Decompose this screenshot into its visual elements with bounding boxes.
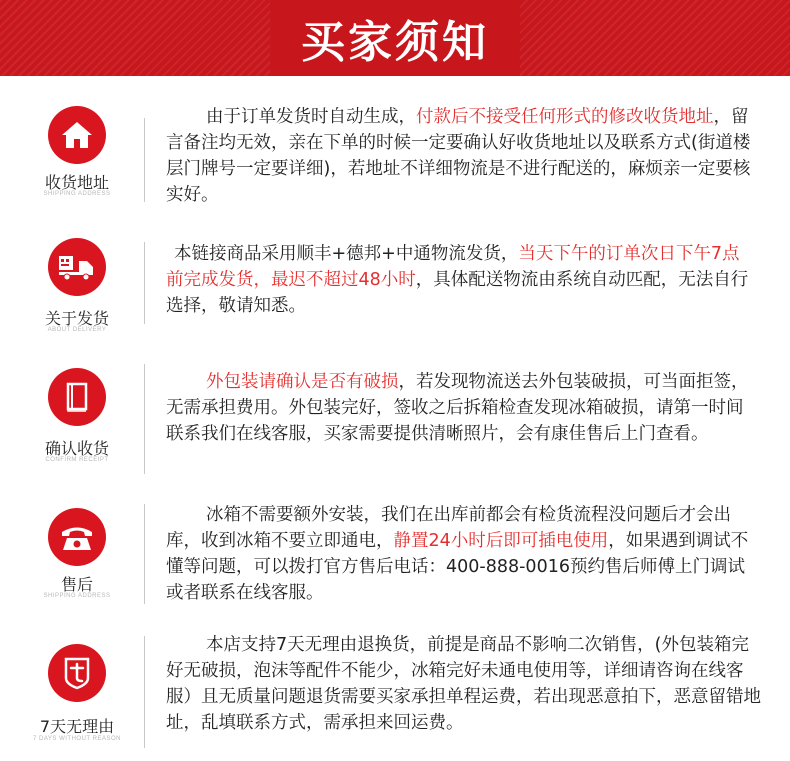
home-icon [48,106,106,164]
text-highlight: 当天下午的订单次日下午7点前完成发货，最迟不超过48小时 [166,244,740,290]
section-delivery [0,228,790,348]
seven-day-badge-icon [48,644,106,702]
text-normal: 由于订单发货时自动生成， [206,107,416,127]
section-label: 关于发货 [44,309,109,328]
text-highlight: 静置24小时后即可插电使用 [393,531,609,551]
section-label-en: CONFIRM RECEIPT [45,457,109,463]
section-seven-day-return [0,630,790,755]
page-title: 买家须知 [301,17,489,68]
text-normal: 本链接商品采用顺丰+德邦+中通物流发货， [174,244,519,264]
section-text [166,632,766,736]
delivery-truck-icon [48,238,106,296]
section-label: 收货地址 [44,173,109,192]
text-normal: 本店支持7天无理由退换货，前提是商品不影响二次销售，(外包装箱完好无破损，泡沫等配件不能少，冰箱完好未通电使用等，详细请咨询在线客服）且无质量问题退货需要买家承担单程运费，若出现恶意拍下，恶意留错地址，乱填联系方式，需承担来回运费。 [166,635,761,733]
section-text [166,369,756,447]
section-text [166,241,756,319]
text-normal: ，如果遇到调试不懂等问题，可以拨打官方售后电话：400-888-0016预约售后师傅上门调试或者联系在线客服。 [166,531,749,603]
text-normal: ，若发现物流送去外包装破损，可当面拒签，无需承担费用。外包装完好，签收之后拆箱检查发现冰箱破损，请第一时间联系我们在线客服，买家需要提供清晰照片，会有康佳售后上门查看。 [166,372,749,444]
section-label: 售后 [60,575,93,594]
section-label-en: SHIPPING ADDRESS [43,191,111,197]
text-highlight: 付款后不接受任何形式的修改收货地址 [416,107,714,127]
section-label-en: 7 DAYS WITHOUT REASON [33,736,121,742]
divider [144,242,145,324]
section-label-en: ABOUT DELIVERY [47,327,107,333]
section-text [166,104,756,208]
telephone-icon [48,508,106,566]
divider [144,364,145,474]
text-normal: ，留言备注均无效，亲在下单的时候一定要确认好收货地址以及联系方式(街道楼层门牌号一定要详细)，若地址不详细物流是不进行配送的，麻烦亲一定要核实好。 [166,107,751,205]
text-normal: 冰箱不需要额外安装，我们在出库前都会有检货流程没问题后才会出库，收到冰箱不要立即通电， [166,505,731,551]
section-text [166,502,756,606]
divider [144,636,145,748]
section-label: 确认收货 [44,439,109,458]
section-label-en: SHIPPING ADDRESS [43,593,111,599]
section-confirm-receipt [0,358,790,478]
section-shipping-address [0,90,790,220]
header-banner [0,0,790,76]
text-normal: ，具体配送物流由系统自动匹配，无法自行选择，敬请知悉。 [166,270,749,316]
section-label: 7天无理由 [39,717,115,736]
text-highlight: 外包装请确认是否有破损 [206,372,399,392]
divider [144,504,145,604]
book-icon [48,368,106,426]
section-after-sales [0,496,790,616]
divider [144,118,145,202]
header-title-box [270,0,520,76]
